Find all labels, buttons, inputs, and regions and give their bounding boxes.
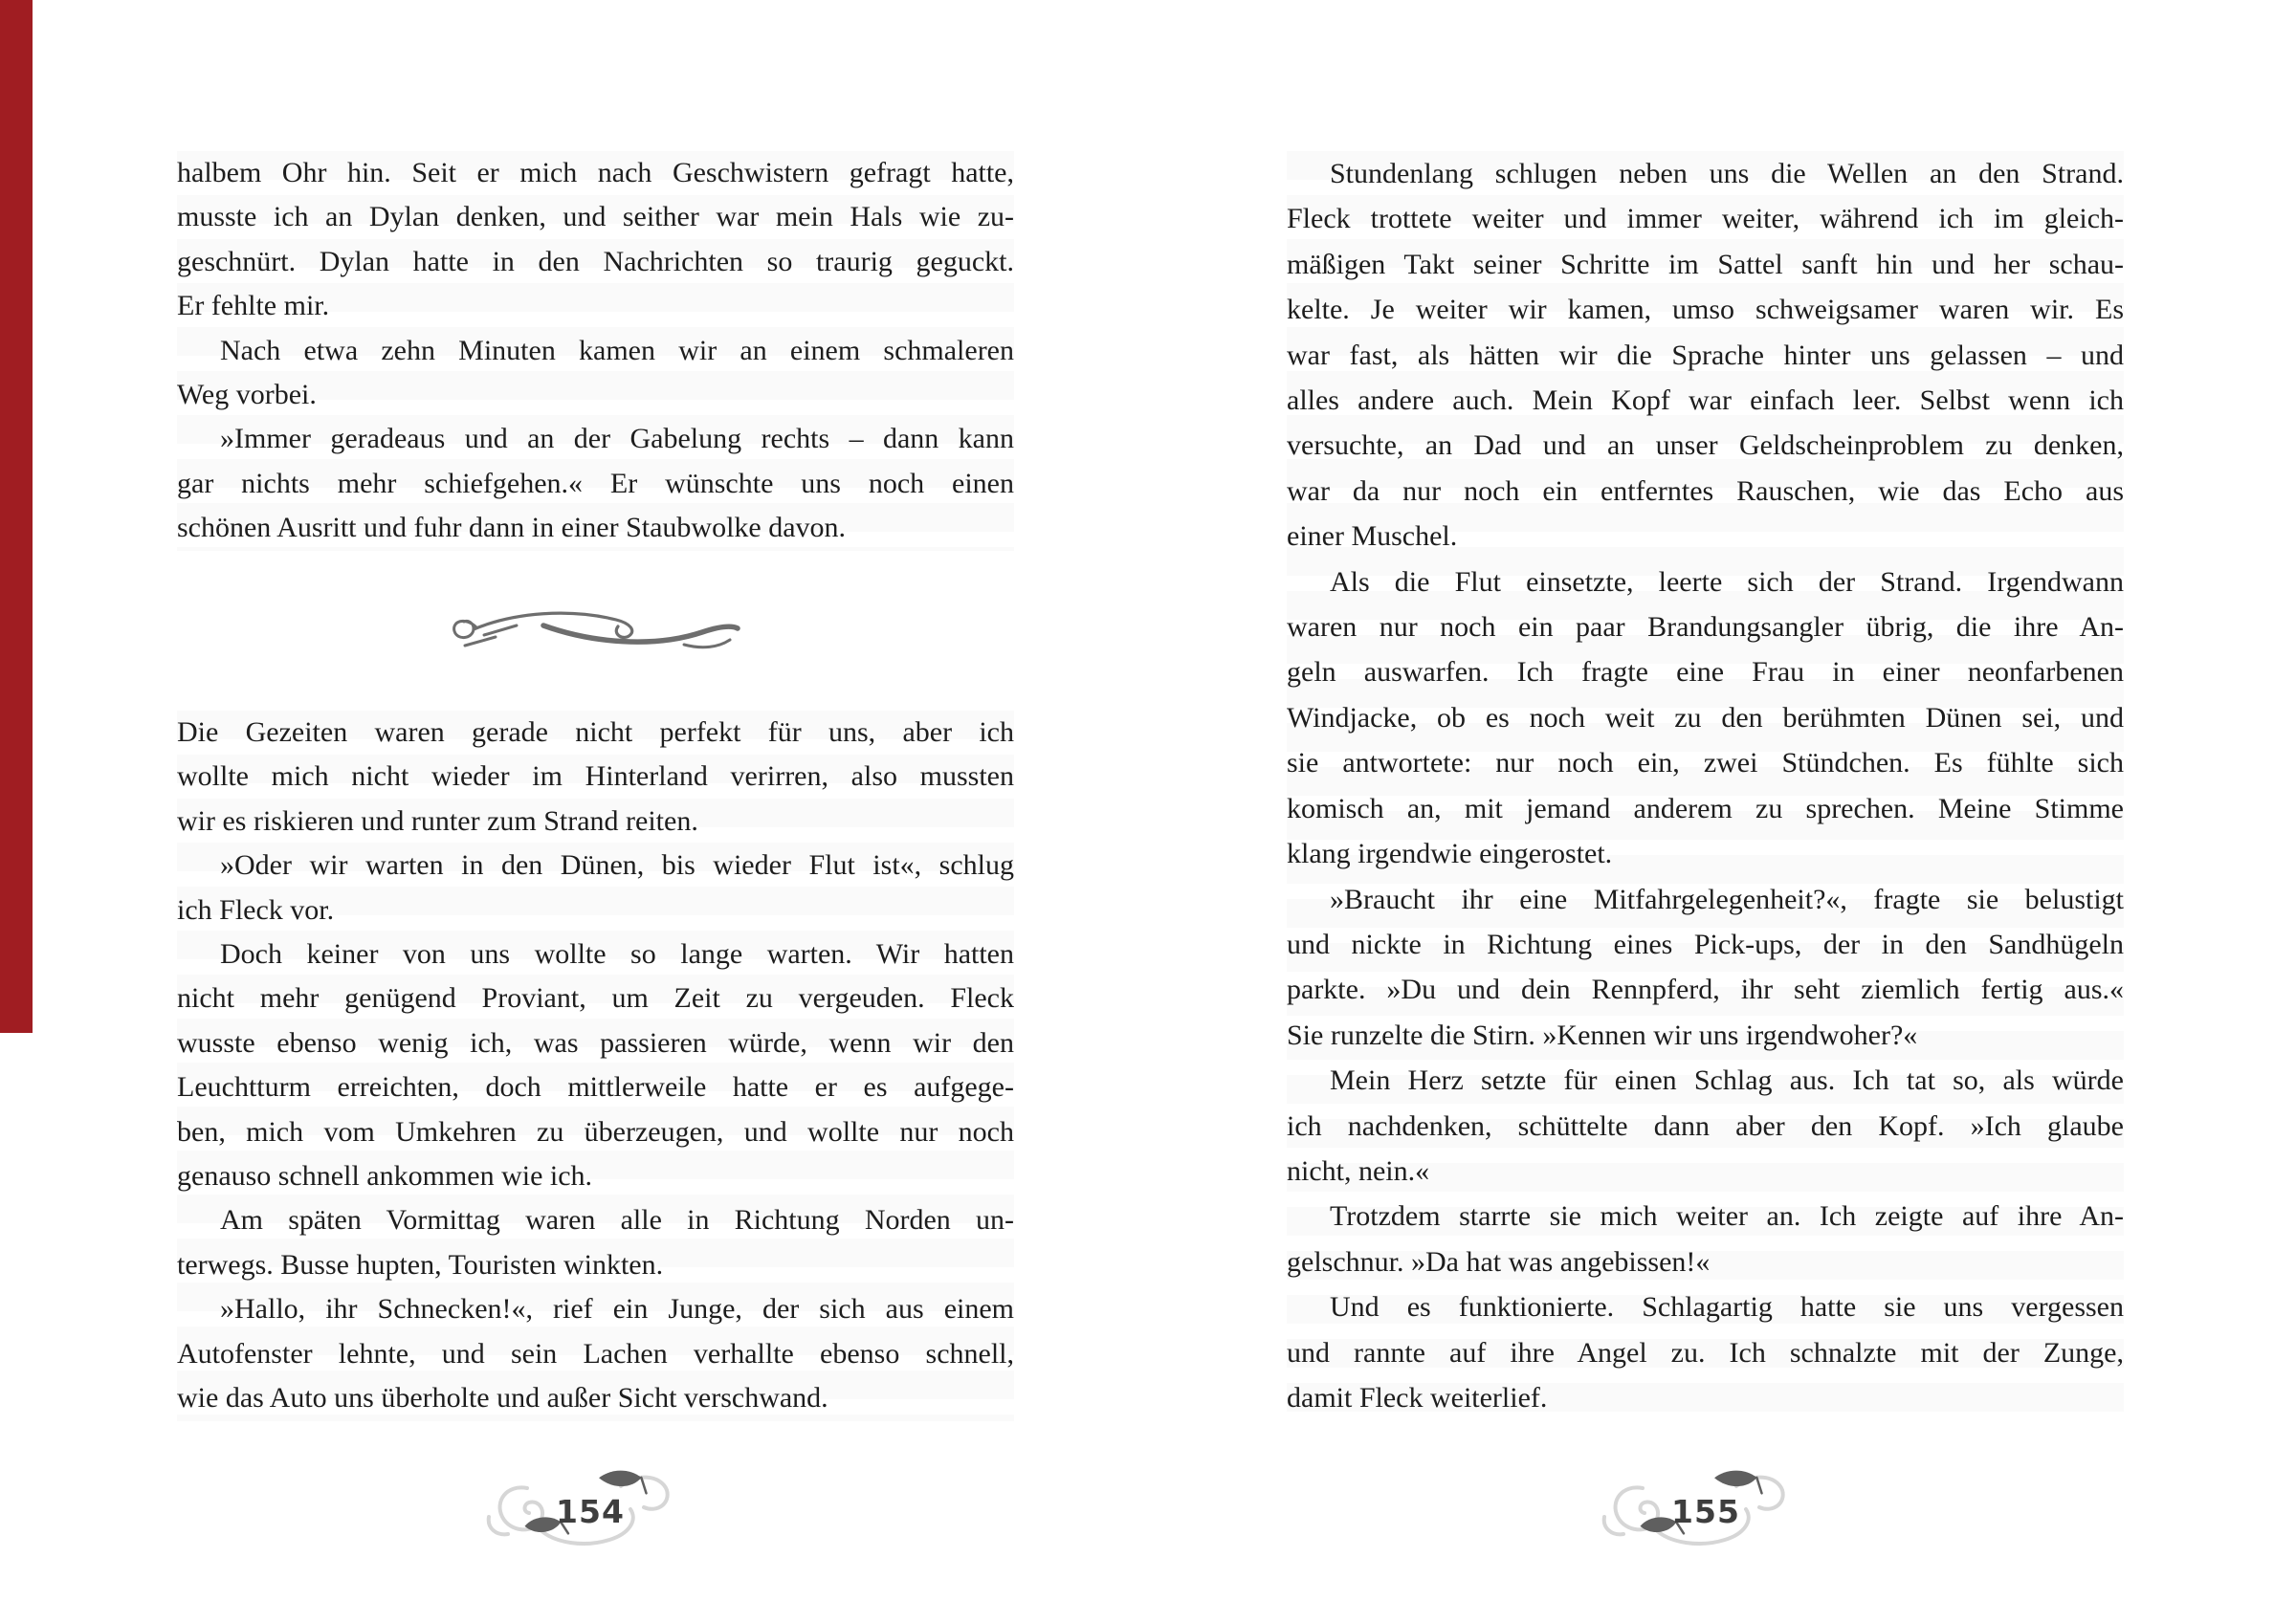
text-line: Leuchtturm erreichten, doch mittlerweile hatte er es aufgege- bbox=[177, 1071, 1014, 1104]
text-line: geln auswarfen. Ich fragte eine Frau in einer neonfarbenen bbox=[1287, 656, 2124, 689]
text-line: Autofenster lehnte, und sein Lachen verhallte ebenso schnell, bbox=[177, 1337, 1014, 1370]
text-line: damit Fleck weiterlief. bbox=[1287, 1381, 1548, 1414]
text-line: einer Muschel. bbox=[1287, 520, 1458, 553]
text-line: geschnürt. Dylan hatte in den Nachrichten so traurig geguckt. bbox=[177, 245, 1014, 277]
text-line: versuchte, an Dad und an unser Geldscheinproblem zu denken, bbox=[1287, 429, 2124, 462]
text-line: terwegs. Busse hupten, Touristen winkten. bbox=[177, 1248, 664, 1281]
text-line: und nickte in Richtung eines Pick-ups, der in den Sandhügeln bbox=[1287, 928, 2124, 960]
flourish-icon bbox=[448, 606, 744, 656]
text-line: Er fehlte mir. bbox=[177, 290, 330, 322]
text-line: Als die Flut einsetzte, leerte sich der Strand. Irgendwann bbox=[1330, 565, 2124, 598]
text-line: ich nachdenken, schüttelte dann aber den Kopf. »Ich glaube bbox=[1287, 1109, 2124, 1142]
text-line: wusste ebenso wenig ich, was passieren würde, wenn wir den bbox=[177, 1026, 1014, 1059]
text-line: Mein Herz setzte für einen Schlag aus. Ich tat so, als würde bbox=[1330, 1064, 2124, 1097]
text-line: Doch keiner von uns wollte so lange warten. Wir hatten bbox=[220, 938, 1014, 971]
section-divider bbox=[177, 551, 1014, 711]
text-line: komisch an, mit jemand anderem zu sprechen. Meine Stimme bbox=[1287, 792, 2124, 824]
left-text-block-2 bbox=[177, 711, 1014, 1421]
text-line: halbem Ohr hin. Seit er mich nach Geschwistern gefragt hatte, bbox=[177, 157, 1014, 188]
text-line: waren nur noch ein paar Brandungsangler übrig, die ihre An- bbox=[1287, 611, 2124, 644]
text-line: Fleck trottete weiter und immer weiter, während ich im gleich- bbox=[1287, 203, 2124, 235]
text-line: Stundenlang schlugen neben uns die Wellen an den Strand. bbox=[1330, 158, 2124, 189]
text-line: gelschnur. »Da hat was angebissen!« bbox=[1287, 1245, 1711, 1278]
right-text-block-1 bbox=[1287, 151, 2124, 1420]
page-number-ornament-right bbox=[1601, 1454, 1830, 1559]
text-line: Und es funktionierte. Schlagartig hatte sie uns vergessen bbox=[1330, 1291, 2124, 1324]
text-line: ben, mich vom Umkehren zu überzeugen, und wollte nur noch bbox=[177, 1115, 1014, 1148]
text-line: ich Fleck vor. bbox=[177, 893, 335, 926]
text-line: Trotzdem starrte sie mich weiter an. Ich zeigte auf ihre An- bbox=[1330, 1200, 2124, 1233]
text-line: wollte mich nicht wieder im Hinterland verirren, also mussten bbox=[177, 760, 1014, 793]
text-line: nicht mehr genügend Proviant, um Zeit zu vergeuden. Fleck bbox=[177, 982, 1014, 1015]
text-line: Die Gezeiten waren gerade nicht perfekt für uns, aber ich bbox=[177, 716, 1014, 748]
text-line: Am späten Vormittag waren alle in Richtung Norden un- bbox=[220, 1204, 1014, 1237]
text-line: musste ich an Dylan denken, und seither war mein Hals wie zu- bbox=[177, 201, 1014, 233]
text-line: Weg vorbei. bbox=[177, 379, 317, 411]
text-line: parkte. »Du und dein Rennpferd, ihr seht ziemlich fertig aus.« bbox=[1287, 974, 2124, 1006]
page-number: 154 bbox=[556, 1493, 625, 1530]
text-line: wir es riskieren und runter zum Strand reiten. bbox=[177, 804, 698, 837]
left-text-block-1 bbox=[177, 151, 1014, 551]
text-line: sie antwortete: nur noch ein, zwei Stündchen. Es fühlte sich bbox=[1287, 747, 2124, 779]
page-number-ornament-left bbox=[485, 1454, 715, 1559]
text-line: nicht, nein.« bbox=[1287, 1154, 1430, 1187]
text-line: schönen Ausritt und fuhr dann in einer Staubwolke davon. bbox=[177, 512, 847, 544]
text-line: »Immer geradeaus und an der Gabelung rechts – dann kann bbox=[220, 423, 1014, 455]
text-line: »Oder wir warten in den Dünen, bis wieder Flut ist«, schlug bbox=[220, 849, 1014, 882]
text-line: war fast, als hätten wir die Sprache hinter uns gelassen – und bbox=[1287, 339, 2124, 371]
text-line: »Hallo, ihr Schnecken!«, rief ein Junge, der sich aus einem bbox=[220, 1293, 1014, 1326]
text-line: gar nichts mehr schiefgehen.« Er wünschte uns noch einen bbox=[177, 467, 1014, 499]
text-line: Nach etwa zehn Minuten kamen wir an einem schmaleren bbox=[220, 334, 1014, 366]
right-page bbox=[1148, 0, 2296, 1623]
page-number: 155 bbox=[1671, 1493, 1740, 1530]
text-line: alles andere auch. Mein Kopf war einfach leer. Selbst wenn ich bbox=[1287, 384, 2124, 417]
text-line: mäßigen Takt seiner Schritte im Sattel sanft hin und her schau- bbox=[1287, 248, 2124, 280]
text-line: wie das Auto uns überholte und außer Sicht verschwand. bbox=[177, 1382, 828, 1415]
text-line: genauso schnell ankommen wie ich. bbox=[177, 1160, 593, 1193]
text-line: »Braucht ihr eine Mitfahrgelegenheit?«, fragte sie belustigt bbox=[1330, 883, 2124, 915]
text-line: Windjacke, ob es noch weit zu den berühmten Dünen sei, und bbox=[1287, 701, 2124, 734]
text-line: war da nur noch ein entferntes Rauschen, wie das Echo aus bbox=[1287, 474, 2124, 507]
text-line: und rannte auf ihre Angel zu. Ich schnalzte mit der Zunge, bbox=[1287, 1336, 2124, 1369]
text-line: Sie runzelte die Stirn. »Kennen wir uns irgendwoher?« bbox=[1287, 1019, 1918, 1051]
text-line: kelte. Je weiter wir kamen, umso schweigsamer waren wir. Es bbox=[1287, 294, 2124, 326]
text-line: klang irgendwie eingerostet. bbox=[1287, 838, 1613, 870]
